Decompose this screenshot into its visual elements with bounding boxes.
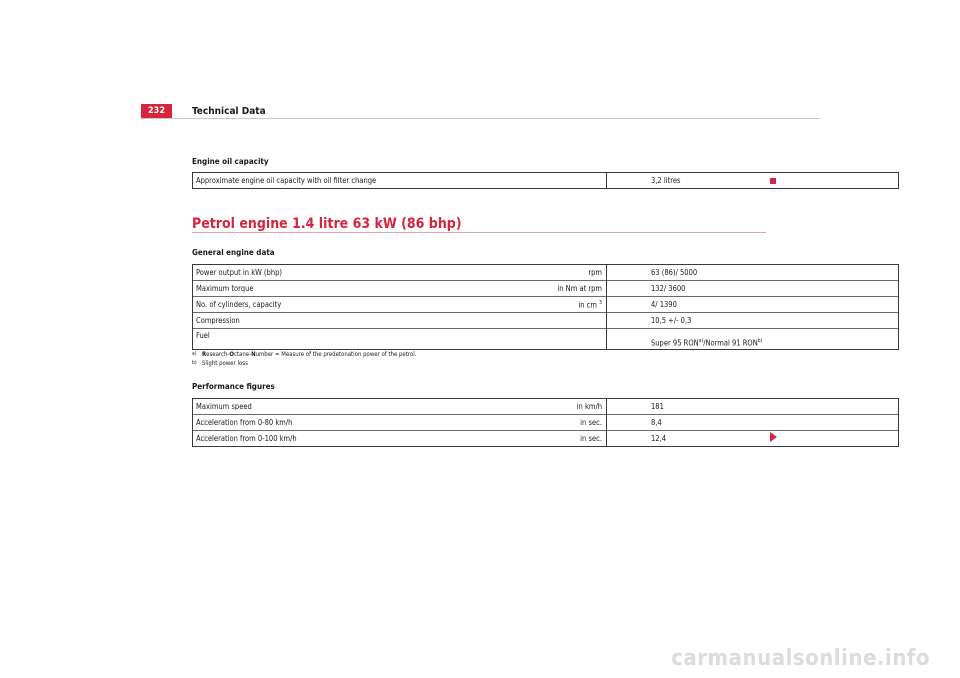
watermark: carmanualsonline.info: [671, 646, 930, 671]
performance-heading: Performance figures: [192, 382, 275, 391]
row-value: 8,4: [648, 415, 899, 431]
row-unit: in sec.: [479, 415, 607, 431]
table-row: [193, 313, 899, 329]
row-value: 12,4: [648, 431, 899, 447]
row-label: Acceleration from 0-100 km/h: [193, 431, 480, 447]
row-label: Acceleration from 0-80 km/h: [193, 415, 480, 431]
table-row: [193, 173, 899, 189]
row-value: Super 95 RON$^{a)}$/Normal 91 RON$^{b)}$: [648, 329, 899, 350]
table-row: [193, 431, 899, 447]
row-value: 3,2 litres: [648, 173, 899, 189]
row-label: Maximum speed: [193, 399, 480, 415]
row-label: Compression: [193, 313, 480, 329]
row-value: 63 (86)/ 5000: [648, 265, 899, 281]
table-row: [193, 297, 899, 313]
row-unit: rpm: [588, 268, 602, 277]
row-unit: in sec.: [479, 431, 607, 447]
row-unit: [479, 173, 607, 189]
oil-capacity-heading: Engine oil capacity: [192, 157, 269, 166]
row-label: Approximate engine oil capacity with oil filter change: [193, 173, 480, 189]
table-row: [193, 415, 899, 431]
title-rule: [192, 232, 766, 233]
header-rule: [141, 118, 820, 119]
row-label: Fuel: [193, 329, 480, 350]
table-row: [193, 399, 899, 415]
row-unit: in km/h: [576, 402, 602, 411]
row-value: 10,5 +/- 0,3: [648, 313, 899, 329]
running-title: Technical Data: [192, 106, 266, 117]
footnotes: [192, 350, 416, 368]
row-unit: in Nm at rpm: [479, 281, 607, 297]
continue-arrow-icon: [770, 432, 777, 442]
row-unit: in cm $^3$: [479, 297, 607, 313]
row-label: No. of cylinders, capacity: [193, 297, 480, 313]
row-unit: [479, 313, 607, 329]
row-label: Maximum torque: [193, 281, 480, 297]
oil-capacity-table: [192, 172, 899, 189]
table-row: [193, 265, 899, 281]
row-value: 132/ 3600: [648, 281, 899, 297]
section-end-marker: [770, 178, 776, 184]
general-engine-heading: General engine data: [192, 248, 275, 257]
row-label: Power output in kW (bhp): [193, 265, 480, 281]
footnote-b: b) Slight power loss: [192, 360, 248, 367]
row-value: 4/ 1390: [648, 297, 899, 313]
performance-table: [192, 398, 899, 447]
table-row: [193, 281, 899, 297]
footnote-a: a) Research-Octane-Number = Measure of the predetonation power of the petrol.: [192, 351, 417, 358]
page-number-badge: 232: [141, 104, 172, 118]
table-row: [193, 329, 899, 350]
row-value: 181: [648, 399, 899, 415]
engine-title: Petrol engine 1.4 litre 63 kW (86 bhp): [192, 216, 462, 232]
general-engine-table: [192, 264, 899, 350]
